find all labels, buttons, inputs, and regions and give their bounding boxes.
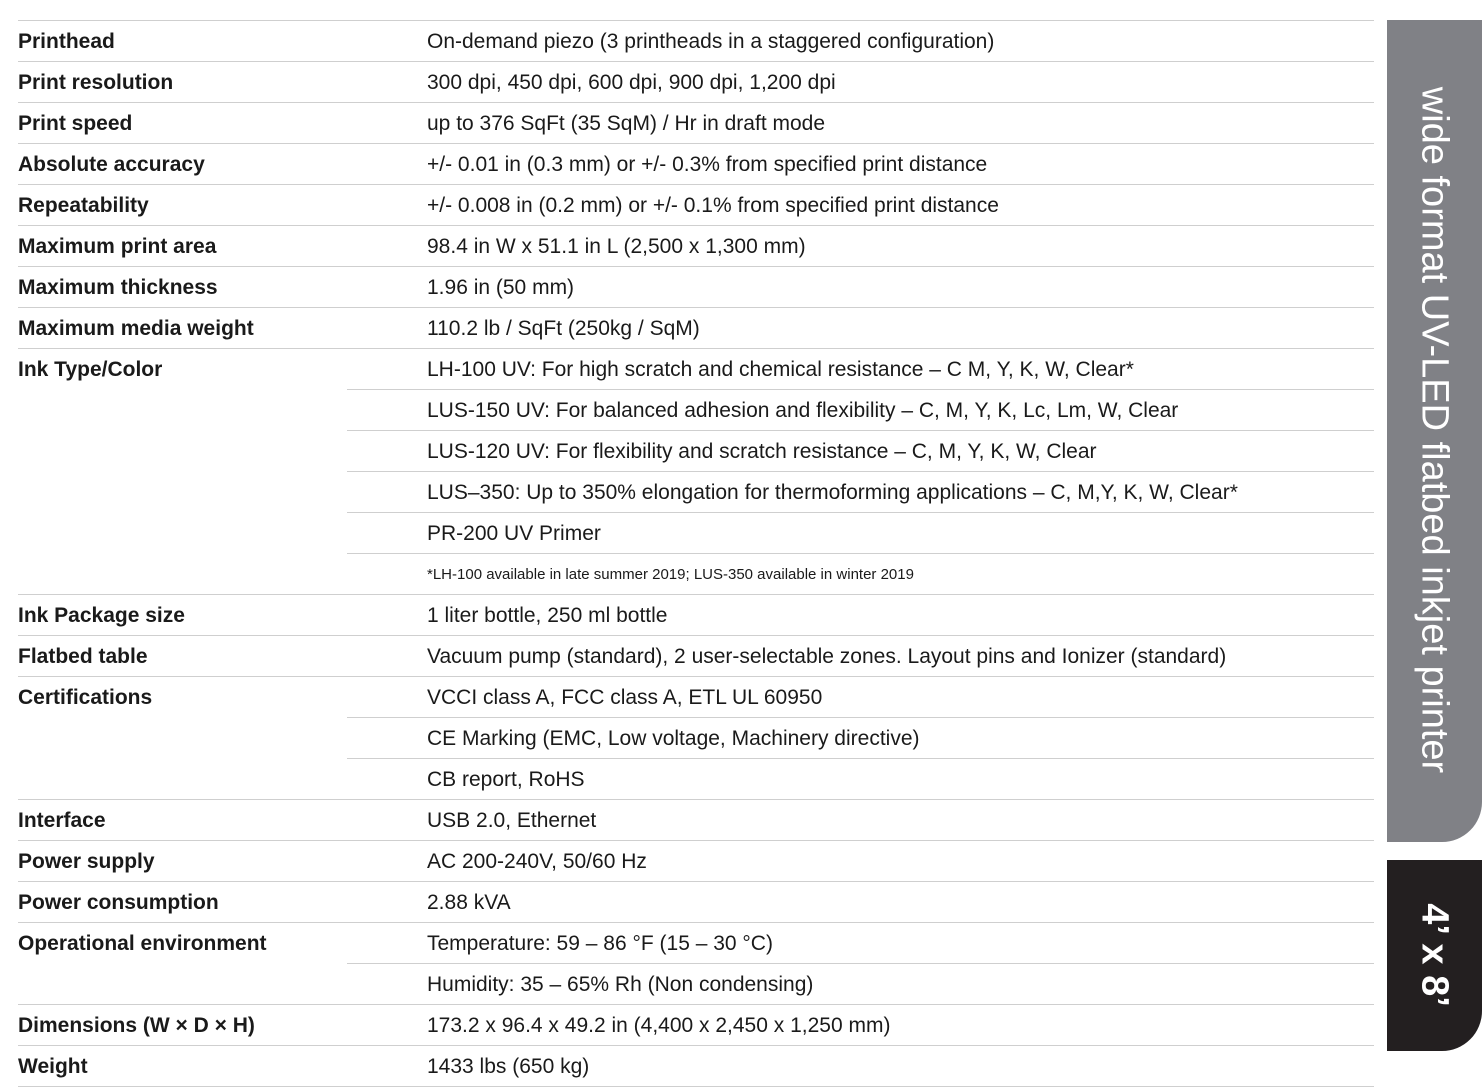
spec-value: Humidity: 35 – 65% Rh (Non condensing) <box>347 964 1374 1005</box>
spec-row-dimensions <box>18 1005 1374 1046</box>
spec-label: Power consumption <box>18 882 347 923</box>
spec-row-power-consumption <box>18 882 1374 923</box>
spec-values <box>347 677 1374 800</box>
spec-label: Interface <box>18 800 347 841</box>
spec-value: +/- 0.01 in (0.3 mm) or +/- 0.3% from specified print distance <box>347 144 1374 185</box>
spec-label: Absolute accuracy <box>18 144 347 185</box>
spec-label: Printhead <box>18 21 347 62</box>
side-tab-title: wide format UV-LED flatbed inkjet printer <box>1413 86 1456 774</box>
spec-value: CB report, RoHS <box>347 759 1374 800</box>
spec-row-repeatability <box>18 185 1374 226</box>
spec-values <box>347 103 1374 144</box>
side-tab-size <box>1387 860 1482 1051</box>
spec-value: 1.96 in (50 mm) <box>347 267 1374 308</box>
spec-row-ink-package-size <box>18 595 1374 636</box>
spec-value: VCCI class A, FCC class A, ETL UL 60950 <box>347 677 1374 718</box>
spec-label: Dimensions (W × D × H) <box>18 1005 347 1046</box>
spec-value: USB 2.0, Ethernet <box>347 800 1374 841</box>
spec-row-print-resolution <box>18 62 1374 103</box>
spec-row-operational-environment <box>18 923 1374 1005</box>
spec-value: 1 liter bottle, 250 ml bottle <box>347 595 1374 636</box>
spec-values <box>347 882 1374 923</box>
spec-label: Print speed <box>18 103 347 144</box>
spec-values <box>347 226 1374 267</box>
spec-values <box>347 267 1374 308</box>
spec-value: On-demand piezo (3 printheads in a staggered configuration) <box>347 21 1374 62</box>
spec-value: Vacuum pump (standard), 2 user-selectable zones. Layout pins and Ionizer (standard) <box>347 636 1374 677</box>
spec-values <box>347 1005 1374 1046</box>
spec-row-weight <box>18 1046 1374 1087</box>
spec-label: Weight <box>18 1046 347 1087</box>
spec-row-power-supply <box>18 841 1374 882</box>
spec-label: Ink Package size <box>18 595 347 636</box>
spec-value: LUS–350: Up to 350% elongation for thermoforming applications – C, M,Y, K, W, Clear* <box>347 472 1374 513</box>
spec-label: Certifications <box>18 677 347 800</box>
spec-label: Repeatability <box>18 185 347 226</box>
spec-value: up to 376 SqFt (35 SqM) / Hr in draft mode <box>347 103 1374 144</box>
spec-row-flatbed-table <box>18 636 1374 677</box>
spec-value: 2.88 kVA <box>347 882 1374 923</box>
spec-values <box>347 144 1374 185</box>
spec-row-maximum-media-weight <box>18 308 1374 349</box>
spec-values <box>347 595 1374 636</box>
spec-label: Power supply <box>18 841 347 882</box>
spec-label: Ink Type/Color <box>18 349 347 595</box>
spec-value: 1433 lbs (650 kg) <box>347 1046 1374 1087</box>
spec-row-maximum-thickness <box>18 267 1374 308</box>
spec-value: Temperature: 59 – 86 °F (15 – 30 °C) <box>347 923 1374 964</box>
spec-value: 300 dpi, 450 dpi, 600 dpi, 900 dpi, 1,200 dpi <box>347 62 1374 103</box>
spec-row-print-speed <box>18 103 1374 144</box>
spec-row-absolute-accuracy <box>18 144 1374 185</box>
spec-values <box>347 800 1374 841</box>
spec-values <box>347 636 1374 677</box>
spec-values <box>347 185 1374 226</box>
spec-value: LH-100 UV: For high scratch and chemical resistance – C M, Y, K, W, Clear* <box>347 349 1374 390</box>
spec-value: CE Marking (EMC, Low voltage, Machinery directive) <box>347 718 1374 759</box>
spec-value: 110.2 lb / SqFt (250kg / SqM) <box>347 308 1374 349</box>
spec-row-ink-type-color <box>18 349 1374 595</box>
spec-row-printhead <box>18 21 1374 62</box>
spec-value: +/- 0.008 in (0.2 mm) or +/- 0.1% from specified print distance <box>347 185 1374 226</box>
spec-values <box>347 923 1374 1005</box>
spec-values <box>347 1046 1374 1087</box>
spec-value: LUS-120 UV: For flexibility and scratch resistance – C, M, Y, K, W, Clear <box>347 431 1374 472</box>
spec-values <box>347 308 1374 349</box>
side-tab-size-label: 4’ x 8’ <box>1413 903 1456 1007</box>
spec-footnote: *LH-100 available in late summer 2019; LUS-350 available in winter 2019 <box>347 554 1374 595</box>
spec-row-interface <box>18 800 1374 841</box>
spec-value: PR-200 UV Primer <box>347 513 1374 554</box>
spec-table <box>18 20 1374 1087</box>
spec-label: Maximum print area <box>18 226 347 267</box>
spec-label: Print resolution <box>18 62 347 103</box>
spec-values <box>347 841 1374 882</box>
spec-label: Operational environment <box>18 923 347 1005</box>
spec-label: Maximum media weight <box>18 308 347 349</box>
spec-value: AC 200-240V, 50/60 Hz <box>347 841 1374 882</box>
spec-label: Maximum thickness <box>18 267 347 308</box>
spec-value: 98.4 in W x 51.1 in L (2,500 x 1,300 mm) <box>347 226 1374 267</box>
spec-values <box>347 62 1374 103</box>
spec-row-maximum-print-area <box>18 226 1374 267</box>
side-tab-product-type <box>1387 20 1482 842</box>
spec-values <box>347 21 1374 62</box>
spec-values <box>347 349 1374 595</box>
spec-value: LUS-150 UV: For balanced adhesion and flexibility – C, M, Y, K, Lc, Lm, W, Clear <box>347 390 1374 431</box>
spec-value: 173.2 x 96.4 x 49.2 in (4,400 x 2,450 x 1,250 mm) <box>347 1005 1374 1046</box>
spec-row-certifications <box>18 677 1374 800</box>
spec-label: Flatbed table <box>18 636 347 677</box>
